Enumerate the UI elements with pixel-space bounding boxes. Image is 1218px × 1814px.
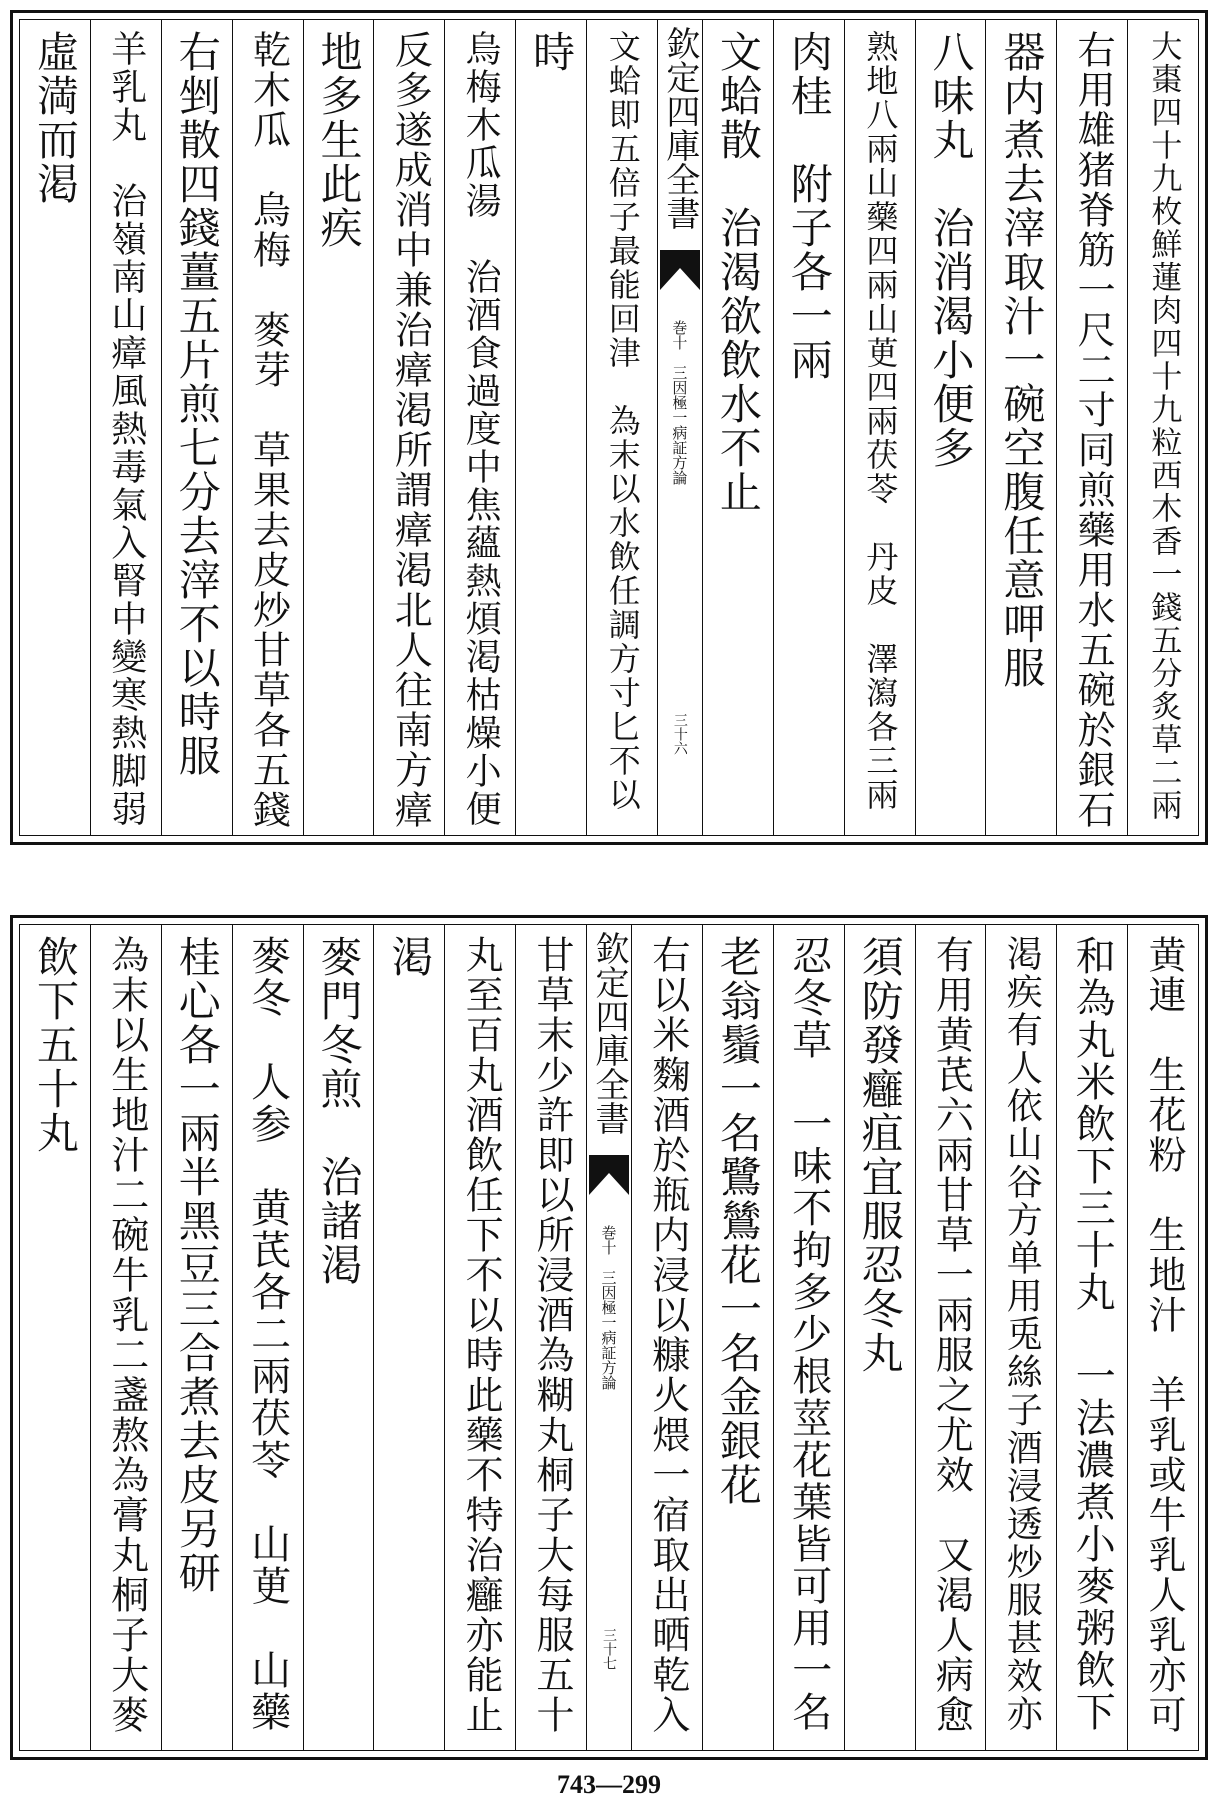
text-column xyxy=(702,925,773,1750)
column-text: 時 xyxy=(527,30,577,74)
column-text: 麥門冬煎 治諸渇 xyxy=(314,935,364,1287)
fish-tail-mark-icon xyxy=(658,250,702,290)
column-text: 八味丸 治消渴小便多 xyxy=(926,30,976,470)
book-gutter xyxy=(586,925,631,1750)
book-gutter xyxy=(657,20,702,835)
leaf-number: 三十七 xyxy=(601,1628,617,1670)
column-text: 反多遂成消中兼治瘴渇所謂瘴渇北人往南方瘴 xyxy=(388,30,433,830)
column-text: 黄連 生花粉 生地汁 羊乳或牛乳人乳亦可 xyxy=(1142,935,1187,1735)
text-column xyxy=(232,20,303,835)
text-column xyxy=(586,20,657,835)
text-column xyxy=(303,925,374,1750)
text-column xyxy=(844,925,915,1750)
text-column xyxy=(373,20,444,835)
column-text: 桂心各一兩半黑豆三合煮去皮另研 xyxy=(172,935,222,1595)
book-section xyxy=(669,320,690,485)
column-text: 飲下五十丸 xyxy=(30,935,80,1155)
column-text: 和為丸米飲下三十丸 一法濃煮小麥粥飲下 xyxy=(1069,935,1116,1733)
column-text: 烏梅木瓜湯 治酒食過度中焦蘊熱煩渇枯燥小便 xyxy=(460,30,502,828)
text-column xyxy=(1056,925,1127,1750)
top-page xyxy=(10,10,1208,845)
column-text: 麥冬 人参 黄芪各二兩茯苓 山茰 山藥 xyxy=(244,935,291,1733)
text-column xyxy=(631,925,702,1750)
column-text: 渇疾有人依山谷方单用兎絲子酒浸透炒服甚效亦 xyxy=(1001,935,1043,1733)
column-text: 須防發癰疽宜服忍冬丸 xyxy=(855,935,905,1375)
text-column xyxy=(20,20,90,835)
column-text: 虛満而渇 xyxy=(30,30,80,206)
text-column xyxy=(1127,925,1198,1750)
volume-label: 巻十 xyxy=(599,1225,618,1255)
column-text: 熟地八兩山藥四兩山茰四兩茯苓 丹皮 澤瀉各三兩 xyxy=(861,30,900,812)
text-column xyxy=(1056,20,1127,835)
text-column xyxy=(515,20,586,835)
text-column xyxy=(90,20,161,835)
column-text: 右用雄猪脊筋一尺二寸同煎藥用水五碗於銀石 xyxy=(1071,30,1116,830)
column-text: 肉桂 附子各一兩 xyxy=(784,30,834,382)
text-column xyxy=(515,925,586,1750)
book-section xyxy=(599,1225,620,1390)
book-title: 欽定四庫全書 xyxy=(659,26,700,230)
text-column xyxy=(985,925,1056,1750)
book-title: 欽定四庫全書 xyxy=(589,931,629,1135)
fish-tail-mark-icon xyxy=(587,1155,631,1195)
text-column xyxy=(232,925,303,1750)
text-column xyxy=(444,925,515,1750)
column-text: 忍冬草 一味不拘多少根莖花葉皆可用一名 xyxy=(785,935,832,1733)
column-text: 老翁鬚一名鷺鷥花一名金銀花 xyxy=(713,935,763,1507)
text-column xyxy=(303,20,374,835)
text-column xyxy=(702,20,773,835)
column-text: 有用黄芪六兩甘草一兩服之尤效 又渇人病愈 xyxy=(929,935,974,1735)
column-text: 右剉散四錢薑五片煎七分去滓不以時服 xyxy=(172,30,222,778)
text-column xyxy=(161,20,232,835)
column-text: 器内煮去滓取汁一碗空腹任意呷服 xyxy=(997,30,1047,690)
text-column xyxy=(444,20,515,835)
column-text: 羊乳丸 治嶺南山瘴風熱毒氣入腎中變寒熱脚弱 xyxy=(105,30,147,828)
column-text: 文蛤即五倍子最能回津 為末以水飲任調方寸匕不以 xyxy=(603,30,642,812)
section-label: 三因極一病証方論 xyxy=(599,1270,618,1390)
leaf-number: 三十六 xyxy=(671,713,688,755)
volume-label: 巻十 xyxy=(670,320,689,350)
column-text: 文蛤散 治渴欲飲水不止 xyxy=(713,30,763,514)
text-column xyxy=(844,20,915,835)
section-label: 三因極一病証方論 xyxy=(670,365,689,485)
column-text: 為末以生地汁二碗牛乳二盞熬為膏丸桐子大麥 xyxy=(104,935,149,1735)
text-column xyxy=(161,925,232,1750)
column-text: 地多生此疾 xyxy=(314,30,364,250)
column-text: 大棗四十九枚鮮蓮肉四十九粒西木香一錢五分炙草二兩 xyxy=(1145,30,1182,822)
bottom-page xyxy=(10,915,1208,1760)
top-page-columns xyxy=(19,19,1199,836)
text-column xyxy=(915,20,986,835)
text-column xyxy=(985,20,1056,835)
column-text: 丸至百丸酒飲任下不以時此藥不特治癰亦能止 xyxy=(459,935,504,1735)
bottom-page-columns xyxy=(19,924,1199,1751)
text-column xyxy=(773,925,844,1750)
column-text: 乾木瓜 烏梅 麥芽 草果去皮炒甘草各五錢 xyxy=(246,30,291,830)
text-column xyxy=(20,925,90,1750)
page-number: 743—299 xyxy=(557,1770,661,1799)
text-column xyxy=(1127,20,1198,835)
text-column xyxy=(915,925,986,1750)
text-column xyxy=(373,925,444,1750)
text-column xyxy=(773,20,844,835)
column-text: 右以米麴酒於瓶内浸以糠火煨一宿取出晒乾入 xyxy=(645,935,690,1735)
text-column xyxy=(90,925,161,1750)
column-text: 甘草末少許即以所浸酒為糊丸桐子大每服五十 xyxy=(530,935,575,1735)
column-text: 渇 xyxy=(385,935,435,979)
